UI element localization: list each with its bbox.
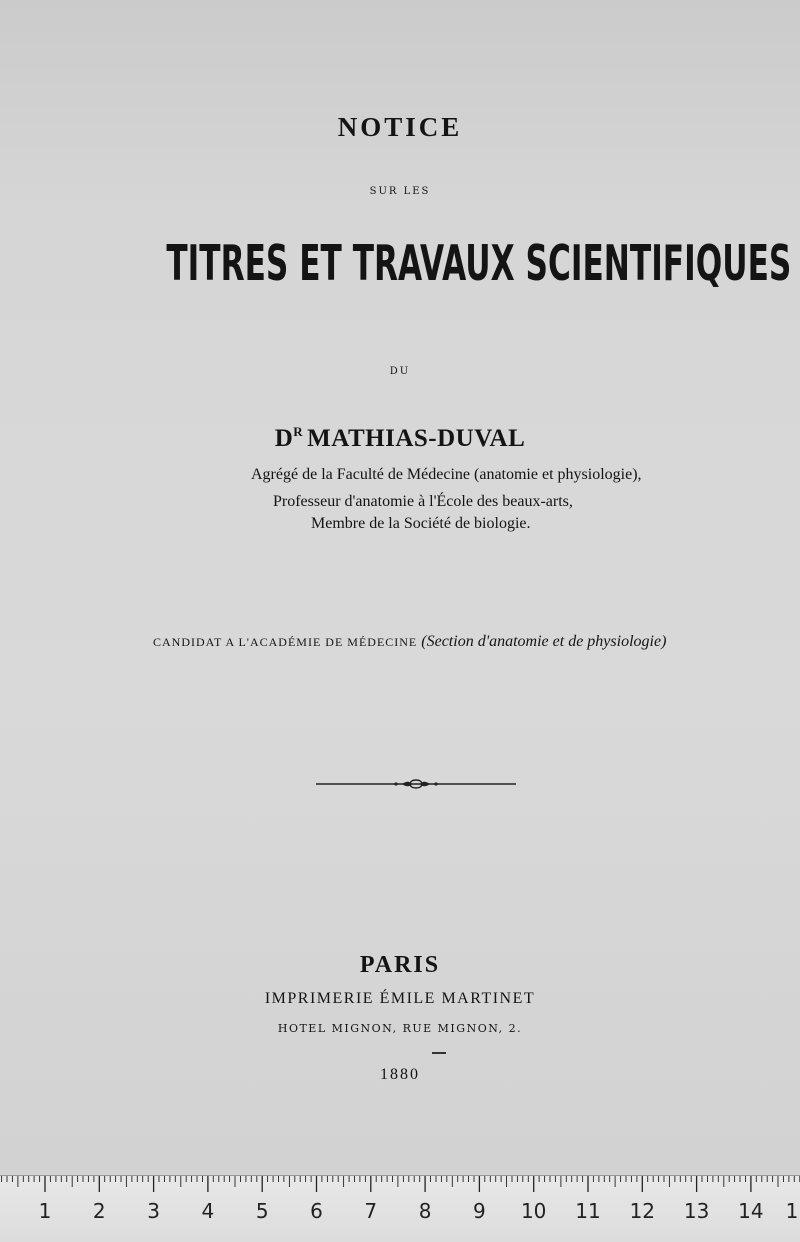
author-prefix: D: [274, 425, 294, 452]
ruler-number: 10: [520, 1199, 547, 1223]
ornamental-rule: [316, 779, 516, 789]
notice-heading: NOTICE: [337, 112, 463, 142]
ruler-number: 14: [738, 1199, 764, 1223]
ruler-number: 13: [683, 1199, 710, 1223]
ruler-number: 11: [575, 1199, 601, 1223]
ruler-number: 3: [147, 1199, 160, 1223]
ruler-number: 2: [92, 1199, 106, 1223]
city-name: PARIS: [359, 952, 441, 978]
qualification-line: Membre de la Société de biologie.: [311, 515, 531, 532]
measuring-ruler: [0, 1175, 800, 1242]
main-title: TITRES ET TRAVAUX SCIENTIFIQUES: [166, 236, 792, 293]
ruler-number: 1: [38, 1199, 52, 1223]
candidacy-caps: CANDIDAT A L'ACADÉMIE DE MÉDECINE: [153, 635, 418, 649]
ruler-number: 5: [255, 1199, 269, 1223]
candidacy-section: (Section d'anatomie et de physiologie): [421, 633, 667, 650]
ruler-number: 6: [310, 1199, 323, 1223]
author-prefix-superscript: R: [293, 424, 304, 439]
publication-year: 1880: [380, 1066, 420, 1083]
ruler-ticks: [0, 1176, 800, 1242]
printer-name: IMPRIMERIE ÉMILE MARTINET: [264, 990, 536, 1007]
ruler-number: 7: [364, 1199, 378, 1223]
separator-dash: [432, 1052, 446, 1054]
ruler-number: 9: [473, 1199, 486, 1223]
sur-les-line: SUR LES: [369, 186, 431, 197]
author-surname: MATHIAS-DUVAL: [307, 425, 526, 452]
qualification-line: Agrégé de la Faculté de Médecine (anatomie et physiologie),: [251, 466, 642, 483]
du-line: DU: [389, 366, 411, 377]
ruler-number: 4: [201, 1199, 215, 1223]
author-name: [0, 424, 800, 453]
ruler-number: 1: [785, 1199, 799, 1223]
ruler-number: 8: [418, 1199, 432, 1223]
candidacy-line: [153, 633, 666, 651]
qualification-line: Professeur d'anatomie à l'École des beaux-arts,: [273, 493, 573, 510]
ruler-number: 12: [629, 1199, 656, 1223]
printer-address: HOTEL MIGNON, RUE MIGNON, 2.: [277, 1022, 523, 1035]
